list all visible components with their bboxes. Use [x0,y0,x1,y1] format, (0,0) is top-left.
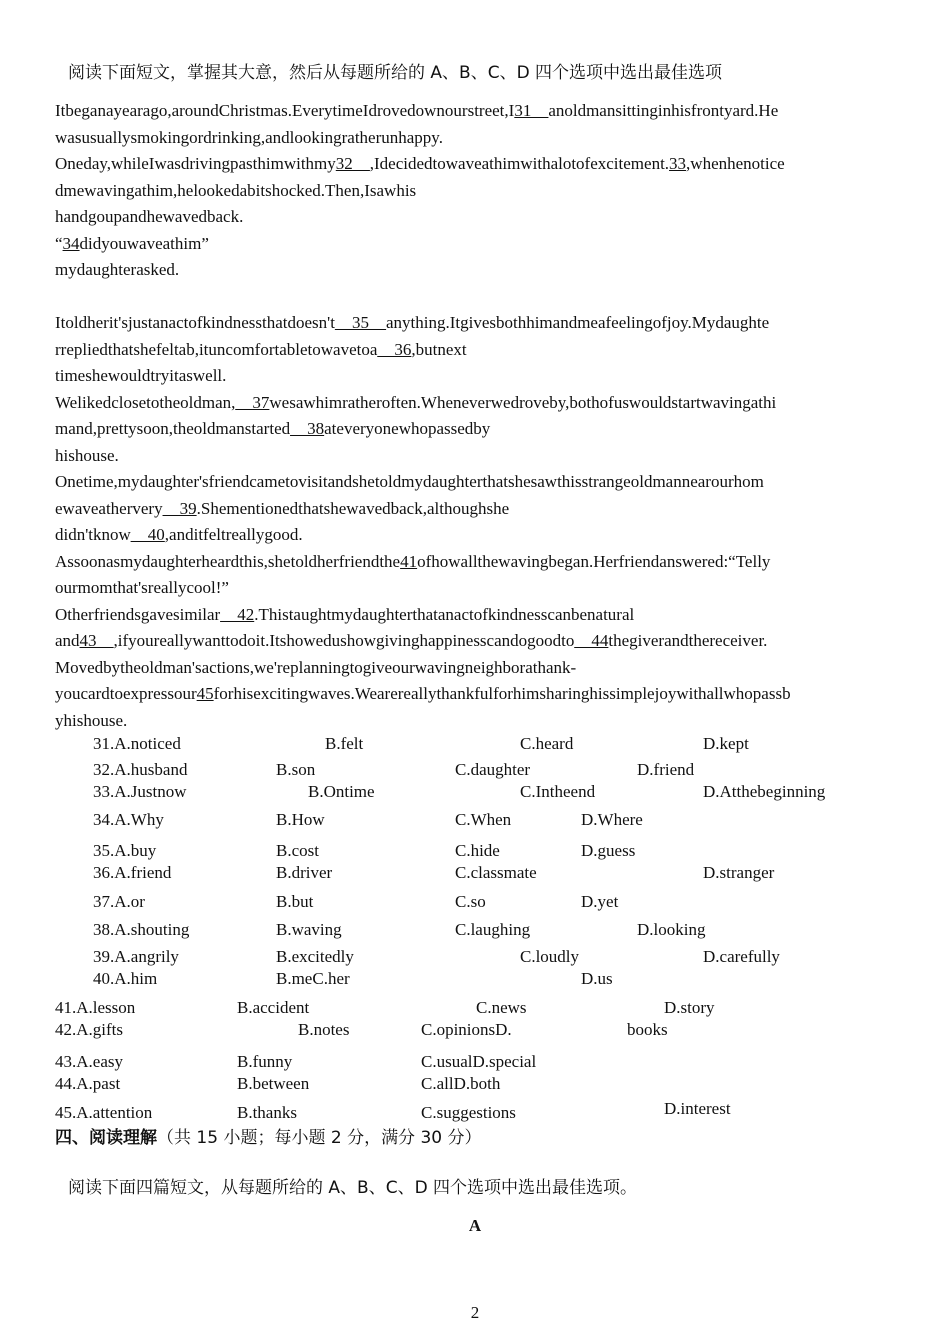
passage-text: wasusuallysmokingordrinking,andlookingratherunhappy. [55,127,443,147]
blank-number: __36 [377,339,412,359]
blank-number: __38 [290,419,325,438]
passage-text: ,ifyoureallywanttodoit.Itshowedushowgivinghappinesscandogoodto [113,631,575,650]
reading-instructions: 阅读下面四篇短文，从每题所给的 A、B、C、D 四个选项中选出最佳选项。 [68,1178,638,1198]
option-text: D.Where [581,810,643,829]
option-text: C.so [455,892,486,911]
option-text: B.accident [237,998,310,1017]
passage-text: handgoupandhewavedback. [55,207,244,226]
passage-text: ,Idecidedtowaveathimwithalotofexcitement. [369,154,670,173]
option-text: D.looking [637,920,706,939]
passage-text: anoldmansittinginhisfrontyard.He [548,101,779,120]
passage-line [55,98,900,125]
passage-line [55,390,900,417]
passage-text: .Shementionedthatshewavedback,althoughshe [196,498,510,518]
passage-text: didn'tknow [55,525,131,544]
blank-number: __39 [162,498,197,518]
passage-line [55,628,900,655]
passage-text: .Thistaughtmydaughterthatanactofkindnesscanbenatural [254,604,635,624]
option-text: C.loudly [520,947,580,966]
option-text: 34.A.Why [93,810,164,829]
passage-text: Onetime,mydaughter'sfriendcametovisitandshetoldmydaughterthatshesawthisstrangeoldmannearourhom [55,472,764,491]
option-text: B.notes [298,1020,350,1039]
passage-line [55,602,900,629]
option-text: B.but [276,892,314,911]
passage-line [55,284,900,311]
passage-text: ewaveathervery [55,498,163,518]
passage-line [55,443,900,470]
passage-text: yhishouse. [55,710,128,730]
option-text: books [627,1020,668,1039]
option-text: D.Atthebeginning [703,782,826,801]
passage-text: rrepliedthatshefeltab,ituncomfortabletowavetoa [55,339,378,359]
cloze-passage [55,98,900,734]
option-text: 45.A.attention [55,1103,153,1122]
passage-line [55,310,900,337]
passage-text: “ [55,233,63,253]
option-text: B.cost [276,841,319,860]
passage-line [55,151,900,178]
passage-text: anything.Itgivesbothhimandmeafeelingofjoy.Mydaughte [385,313,770,332]
passage-line [55,178,900,205]
passage-text: dmewavingathim,helookedabitshocked.Then,Isawhis [55,180,417,200]
blank-number: 41 [400,551,418,571]
section-note: （共 15 小题；每小题 2 分，满分 30 分） [157,1128,482,1148]
passage-text: ourmomthat'sreallycool!” [55,578,229,597]
option-text: B.between [237,1074,310,1093]
passage-line [55,204,900,231]
part-label: A [468,1216,482,1235]
option-text: D.yet [581,892,619,911]
blank-number: __35__ [334,313,386,332]
option-text: C.daughter [455,760,531,779]
passage-text: Assoonasmydaughterheardthis,shetoldherfriendthe [55,551,401,571]
blank-number: 31__ [514,101,549,120]
passage-text: and [55,631,80,650]
option-text: 44.A.past [55,1074,121,1093]
passage-line [55,125,900,152]
option-text: 37.A.or [93,892,145,911]
option-text: C.hide [455,841,500,860]
option-text: 40.A.him [93,969,158,988]
passage-text: Welikedclosetotheoldman, [55,392,236,412]
passage-line [55,363,900,390]
passage-line [55,575,900,602]
passage-line [55,655,900,682]
passage-text: ,butnext [411,339,467,359]
option-text: B.meC.her [276,969,350,988]
passage-line [55,681,900,708]
passage-line [55,496,900,523]
passage-text: Movedbytheoldman'sactions,we'replanningtogiveourwavingneighborathank- [55,657,577,677]
option-text: B.driver [276,863,333,882]
passage-text: Otherfriendsgavesimilar [55,604,221,624]
passage-text: mand,prettysoon,theoldmanstarted [55,419,291,438]
option-text: B.How [276,810,325,829]
option-text: D.stranger [703,863,775,882]
passage-text: didyouwaveathim” [79,233,209,253]
option-text: C.Intheend [520,782,596,801]
option-text: C.opinionsD. [421,1020,512,1039]
blank-number: 33 [669,154,687,173]
option-text: D.us [581,969,613,988]
passage-line [55,522,900,549]
passage-line [55,416,900,443]
option-text: D.story [664,998,715,1017]
option-text: 43.A.easy [55,1052,123,1071]
option-text: 38.A.shouting [93,920,190,939]
option-text: 36.A.friend [93,863,172,882]
passage-text: Oneday,whileIwasdrivingpasthimwithmy [55,154,336,173]
passage-line [55,337,900,364]
option-text: 41.A.lesson [55,998,136,1017]
option-text: C.laughing [455,920,531,939]
option-text: B.felt [325,734,364,753]
passage-line [55,257,900,284]
page-number: 2 [470,1303,480,1322]
option-text: B.funny [237,1052,293,1071]
option-text: C.allD.both [421,1074,501,1093]
passage-text: forhisexcitingwaves.Wearereallythankfulforhimsharinghissimplejoywithallwhopassb [213,684,791,703]
passage-text: hishouse. [55,445,119,465]
blank-number: __37 [235,392,270,412]
blank-number: 34 [62,233,80,253]
blank-number: 32__ [335,154,370,173]
passage-text: ofhowallthewavingbegan.Herfriendanswered:“Telly [417,551,771,571]
option-text: 31.A.noticed [93,734,181,753]
passage-text: thegiverandthereceiver. [608,631,768,650]
option-text: C.When [455,810,512,829]
cloze-instructions: 阅读下面短文，掌握其大意，然后从每题所给的 A、B、C、D 四个选项中选出最佳选项 [68,63,723,83]
option-text: B.thanks [237,1103,297,1122]
blank-number: 45 [196,684,214,703]
option-text: 32.A.husband [93,760,188,779]
passage-text: ,anditfeltreallygood. [164,525,303,544]
option-text: B.waving [276,920,342,939]
passage-line [55,708,900,735]
blank-number: 43__ [79,631,114,650]
option-text: D.interest [664,1099,731,1118]
section-header [55,1123,482,1148]
passage-text: youcardtoexpressour [55,684,197,703]
option-text: B.son [276,760,316,779]
blank-number: __42 [220,604,255,624]
passage-line [55,549,900,576]
option-text: D.friend [637,760,695,779]
option-text: C.usualD.special [421,1052,537,1071]
passage-text: ,whenhenotice [686,154,785,173]
option-text: D.carefully [703,947,780,966]
option-text: 42.A.gifts [55,1020,123,1039]
passage-text: wesawhimratheroften.Wheneverwedroveby,bothofuswouldstartwavingathi [269,392,777,412]
option-text: C.news [476,998,527,1017]
option-text: 33.A.Justnow [93,782,187,801]
option-text: C.suggestions [421,1103,516,1122]
passage-line [55,469,900,496]
passage-text: timeshewouldtryitaswell. [55,366,227,385]
passage-text: ateveryonewhopassedby [324,419,491,438]
option-text: B.Ontime [308,782,375,801]
option-text: B.excitedly [276,947,354,966]
blank-number: __40 [130,525,165,544]
option-text: D.kept [703,734,749,753]
passage-line [55,231,900,258]
section-heading: 四、阅读理解 [55,1128,157,1148]
option-text: 35.A.buy [93,841,157,860]
option-text: C.classmate [455,863,537,882]
passage-text: Itoldherit'sjustanactofkindnessthatdoesn't [55,313,335,332]
passage-text: Itbeganayearago,aroundChristmas.EverytimeIdrovedownourstreet,I [55,101,515,120]
option-text: 39.A.angrily [93,947,179,966]
option-text: D.guess [581,841,636,860]
passage-text: mydaughterasked. [55,260,180,279]
blank-number: __44 [574,631,609,650]
option-text: C.heard [520,734,574,753]
